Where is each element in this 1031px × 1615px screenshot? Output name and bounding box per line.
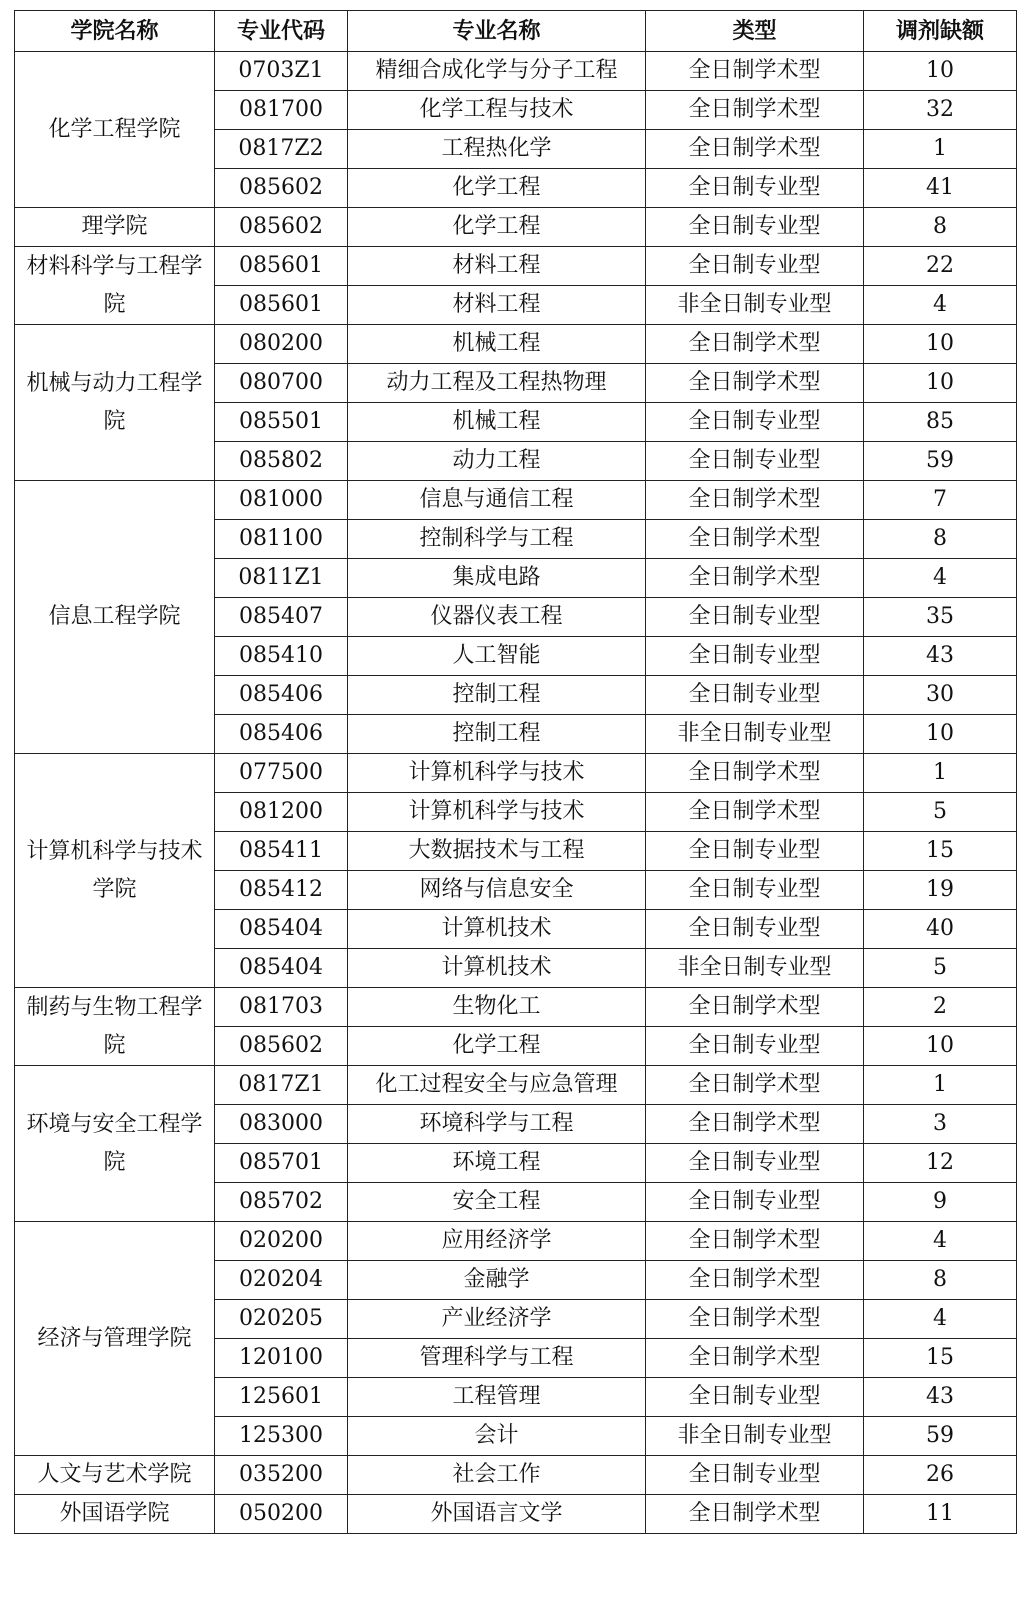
- vacancy-cell: 10: [864, 325, 1017, 364]
- type-cell: 非全日制专业型: [646, 715, 864, 754]
- vacancy-cell: 43: [864, 637, 1017, 676]
- header-major-code: 专业代码: [215, 11, 348, 52]
- vacancy-cell: 35: [864, 598, 1017, 637]
- major-code-cell: 0817Z2: [215, 130, 348, 169]
- vacancy-cell: 11: [864, 1495, 1017, 1534]
- major-code-cell: 085602: [215, 1027, 348, 1066]
- major-code-cell: 081100: [215, 520, 348, 559]
- major-code-cell: 085407: [215, 598, 348, 637]
- vacancy-cell: 10: [864, 715, 1017, 754]
- major-name-cell: 动力工程: [348, 442, 646, 481]
- major-code-cell: 085404: [215, 910, 348, 949]
- table-row: [15, 754, 1017, 793]
- type-cell: 全日制学术型: [646, 1300, 864, 1339]
- major-code-cell: 085602: [215, 208, 348, 247]
- type-cell: 全日制学术型: [646, 793, 864, 832]
- major-code-cell: 083000: [215, 1105, 348, 1144]
- vacancy-cell: 1: [864, 130, 1017, 169]
- major-code-cell: 085702: [215, 1183, 348, 1222]
- major-code-cell: 085410: [215, 637, 348, 676]
- type-cell: 非全日制专业型: [646, 286, 864, 325]
- major-code-cell: 0817Z1: [215, 1066, 348, 1105]
- type-cell: 全日制学术型: [646, 325, 864, 364]
- major-name-cell: 人工智能: [348, 637, 646, 676]
- major-code-cell: 085501: [215, 403, 348, 442]
- major-name-cell: 计算机技术: [348, 910, 646, 949]
- major-name-cell: 管理科学与工程: [348, 1339, 646, 1378]
- major-name-cell: 外国语言文学: [348, 1495, 646, 1534]
- major-name-cell: 计算机科学与技术: [348, 793, 646, 832]
- major-code-cell: 020205: [215, 1300, 348, 1339]
- major-code-cell: 0703Z1: [215, 52, 348, 91]
- type-cell: 全日制专业型: [646, 208, 864, 247]
- type-cell: 全日制学术型: [646, 754, 864, 793]
- vacancy-cell: 3: [864, 1105, 1017, 1144]
- major-name-cell: 仪器仪表工程: [348, 598, 646, 637]
- type-cell: 全日制专业型: [646, 1144, 864, 1183]
- table-row: [15, 52, 1017, 91]
- table-body: [15, 52, 1017, 1534]
- type-cell: 全日制专业型: [646, 598, 864, 637]
- major-name-cell: 材料工程: [348, 247, 646, 286]
- college-name: 制药与生物工程学院: [15, 988, 215, 1066]
- header-college: 学院名称: [15, 11, 215, 52]
- college-name: 经济与管理学院: [15, 1222, 215, 1456]
- type-cell: 全日制学术型: [646, 1105, 864, 1144]
- college-name: 理学院: [15, 208, 215, 247]
- table-row: [15, 1456, 1017, 1495]
- type-cell: 全日制学术型: [646, 52, 864, 91]
- major-code-cell: 085404: [215, 949, 348, 988]
- college-name: 环境与安全工程学院: [15, 1066, 215, 1222]
- vacancy-cell: 59: [864, 442, 1017, 481]
- type-cell: 全日制专业型: [646, 1183, 864, 1222]
- type-cell: 全日制学术型: [646, 520, 864, 559]
- type-cell: 非全日制专业型: [646, 949, 864, 988]
- major-name-cell: 环境工程: [348, 1144, 646, 1183]
- major-name-cell: 计算机科学与技术: [348, 754, 646, 793]
- table-row: [15, 208, 1017, 247]
- major-name-cell: 社会工作: [348, 1456, 646, 1495]
- vacancy-cell: 8: [864, 1261, 1017, 1300]
- major-code-cell: 081700: [215, 91, 348, 130]
- major-name-cell: 精细合成化学与分子工程: [348, 52, 646, 91]
- vacancy-cell: 10: [864, 1027, 1017, 1066]
- major-code-cell: 080700: [215, 364, 348, 403]
- major-code-cell: 085701: [215, 1144, 348, 1183]
- type-cell: 全日制专业型: [646, 637, 864, 676]
- type-cell: 非全日制专业型: [646, 1417, 864, 1456]
- major-name-cell: 大数据技术与工程: [348, 832, 646, 871]
- vacancy-cell: 30: [864, 676, 1017, 715]
- table-row: [15, 1495, 1017, 1534]
- major-code-cell: 081703: [215, 988, 348, 1027]
- college-name: 材料科学与工程学院: [15, 247, 215, 325]
- type-cell: 全日制专业型: [646, 676, 864, 715]
- major-code-cell: 081000: [215, 481, 348, 520]
- vacancy-cell: 40: [864, 910, 1017, 949]
- vacancy-cell: 22: [864, 247, 1017, 286]
- type-cell: 全日制学术型: [646, 1261, 864, 1300]
- major-code-cell: 081200: [215, 793, 348, 832]
- college-name: 人文与艺术学院: [15, 1456, 215, 1495]
- major-name-cell: 工程管理: [348, 1378, 646, 1417]
- vacancy-cell: 4: [864, 559, 1017, 598]
- header-vacancy: 调剂缺额: [864, 11, 1017, 52]
- type-cell: 全日制专业型: [646, 1378, 864, 1417]
- vacancy-cell: 43: [864, 1378, 1017, 1417]
- major-code-cell: 035200: [215, 1456, 348, 1495]
- major-name-cell: 计算机技术: [348, 949, 646, 988]
- header-major-name: 专业名称: [348, 11, 646, 52]
- type-cell: 全日制专业型: [646, 910, 864, 949]
- major-name-cell: 信息与通信工程: [348, 481, 646, 520]
- major-code-cell: 085406: [215, 676, 348, 715]
- major-name-cell: 网络与信息安全: [348, 871, 646, 910]
- vacancy-cell: 15: [864, 1339, 1017, 1378]
- table-header: [15, 11, 1017, 52]
- vacancy-cell: 26: [864, 1456, 1017, 1495]
- major-name-cell: 化学工程: [348, 208, 646, 247]
- vacancy-cell: 4: [864, 1222, 1017, 1261]
- table-row: [15, 1222, 1017, 1261]
- table-row: [15, 988, 1017, 1027]
- table-row: [15, 481, 1017, 520]
- major-name-cell: 工程热化学: [348, 130, 646, 169]
- vacancy-cell: 1: [864, 1066, 1017, 1105]
- type-cell: 全日制学术型: [646, 1066, 864, 1105]
- major-name-cell: 生物化工: [348, 988, 646, 1027]
- major-code-cell: 020204: [215, 1261, 348, 1300]
- major-code-cell: 077500: [215, 754, 348, 793]
- type-cell: 全日制专业型: [646, 871, 864, 910]
- major-code-cell: 0811Z1: [215, 559, 348, 598]
- major-name-cell: 集成电路: [348, 559, 646, 598]
- vacancy-cell: 9: [864, 1183, 1017, 1222]
- college-name: 外国语学院: [15, 1495, 215, 1534]
- type-cell: 全日制学术型: [646, 481, 864, 520]
- major-code-cell: 085412: [215, 871, 348, 910]
- major-name-cell: 控制科学与工程: [348, 520, 646, 559]
- major-name-cell: 安全工程: [348, 1183, 646, 1222]
- vacancy-cell: 41: [864, 169, 1017, 208]
- major-name-cell: 化学工程: [348, 169, 646, 208]
- major-name-cell: 机械工程: [348, 325, 646, 364]
- major-name-cell: 机械工程: [348, 403, 646, 442]
- major-name-cell: 化学工程: [348, 1027, 646, 1066]
- vacancy-cell: 7: [864, 481, 1017, 520]
- vacancy-cell: 10: [864, 364, 1017, 403]
- vacancy-cell: 85: [864, 403, 1017, 442]
- major-name-cell: 材料工程: [348, 286, 646, 325]
- table-row: [15, 247, 1017, 286]
- table-container: [14, 10, 1017, 1534]
- type-cell: 全日制专业型: [646, 1027, 864, 1066]
- type-cell: 全日制专业型: [646, 247, 864, 286]
- major-code-cell: 085411: [215, 832, 348, 871]
- type-cell: 全日制学术型: [646, 1495, 864, 1534]
- college-name: 信息工程学院: [15, 481, 215, 754]
- major-code-cell: 125601: [215, 1378, 348, 1417]
- vacancy-cell: 32: [864, 91, 1017, 130]
- vacancy-cell: 59: [864, 1417, 1017, 1456]
- table-row: [15, 1066, 1017, 1105]
- major-name-cell: 化学工程与技术: [348, 91, 646, 130]
- major-name-cell: 动力工程及工程热物理: [348, 364, 646, 403]
- major-name-cell: 环境科学与工程: [348, 1105, 646, 1144]
- type-cell: 全日制学术型: [646, 364, 864, 403]
- college-name: 计算机科学与技术学院: [15, 754, 215, 988]
- college-name: 机械与动力工程学院: [15, 325, 215, 481]
- vacancy-cell: 2: [864, 988, 1017, 1027]
- type-cell: 全日制学术型: [646, 988, 864, 1027]
- major-code-cell: 120100: [215, 1339, 348, 1378]
- type-cell: 全日制专业型: [646, 442, 864, 481]
- type-cell: 全日制学术型: [646, 91, 864, 130]
- transfer-vacancy-table: [14, 10, 1017, 1534]
- vacancy-cell: 5: [864, 793, 1017, 832]
- major-name-cell: 化工过程安全与应急管理: [348, 1066, 646, 1105]
- type-cell: 全日制学术型: [646, 130, 864, 169]
- type-cell: 全日制专业型: [646, 169, 864, 208]
- major-name-cell: 产业经济学: [348, 1300, 646, 1339]
- vacancy-cell: 4: [864, 286, 1017, 325]
- vacancy-cell: 4: [864, 1300, 1017, 1339]
- college-name: 化学工程学院: [15, 52, 215, 208]
- type-cell: 全日制学术型: [646, 1222, 864, 1261]
- major-name-cell: 金融学: [348, 1261, 646, 1300]
- major-code-cell: 080200: [215, 325, 348, 364]
- vacancy-cell: 1: [864, 754, 1017, 793]
- vacancy-cell: 10: [864, 52, 1017, 91]
- major-name-cell: 控制工程: [348, 676, 646, 715]
- header-row: [15, 11, 1017, 52]
- major-code-cell: 125300: [215, 1417, 348, 1456]
- vacancy-cell: 19: [864, 871, 1017, 910]
- major-code-cell: 085601: [215, 247, 348, 286]
- major-name-cell: 应用经济学: [348, 1222, 646, 1261]
- vacancy-cell: 5: [864, 949, 1017, 988]
- vacancy-cell: 15: [864, 832, 1017, 871]
- vacancy-cell: 8: [864, 520, 1017, 559]
- major-name-cell: 会计: [348, 1417, 646, 1456]
- vacancy-cell: 8: [864, 208, 1017, 247]
- header-type: 类型: [646, 11, 864, 52]
- major-code-cell: 085601: [215, 286, 348, 325]
- type-cell: 全日制学术型: [646, 559, 864, 598]
- type-cell: 全日制学术型: [646, 1339, 864, 1378]
- type-cell: 全日制专业型: [646, 403, 864, 442]
- vacancy-cell: 12: [864, 1144, 1017, 1183]
- major-name-cell: 控制工程: [348, 715, 646, 754]
- major-code-cell: 020200: [215, 1222, 348, 1261]
- major-code-cell: 085602: [215, 169, 348, 208]
- table-row: [15, 325, 1017, 364]
- major-code-cell: 085802: [215, 442, 348, 481]
- type-cell: 全日制专业型: [646, 832, 864, 871]
- type-cell: 全日制专业型: [646, 1456, 864, 1495]
- major-code-cell: 050200: [215, 1495, 348, 1534]
- major-code-cell: 085406: [215, 715, 348, 754]
